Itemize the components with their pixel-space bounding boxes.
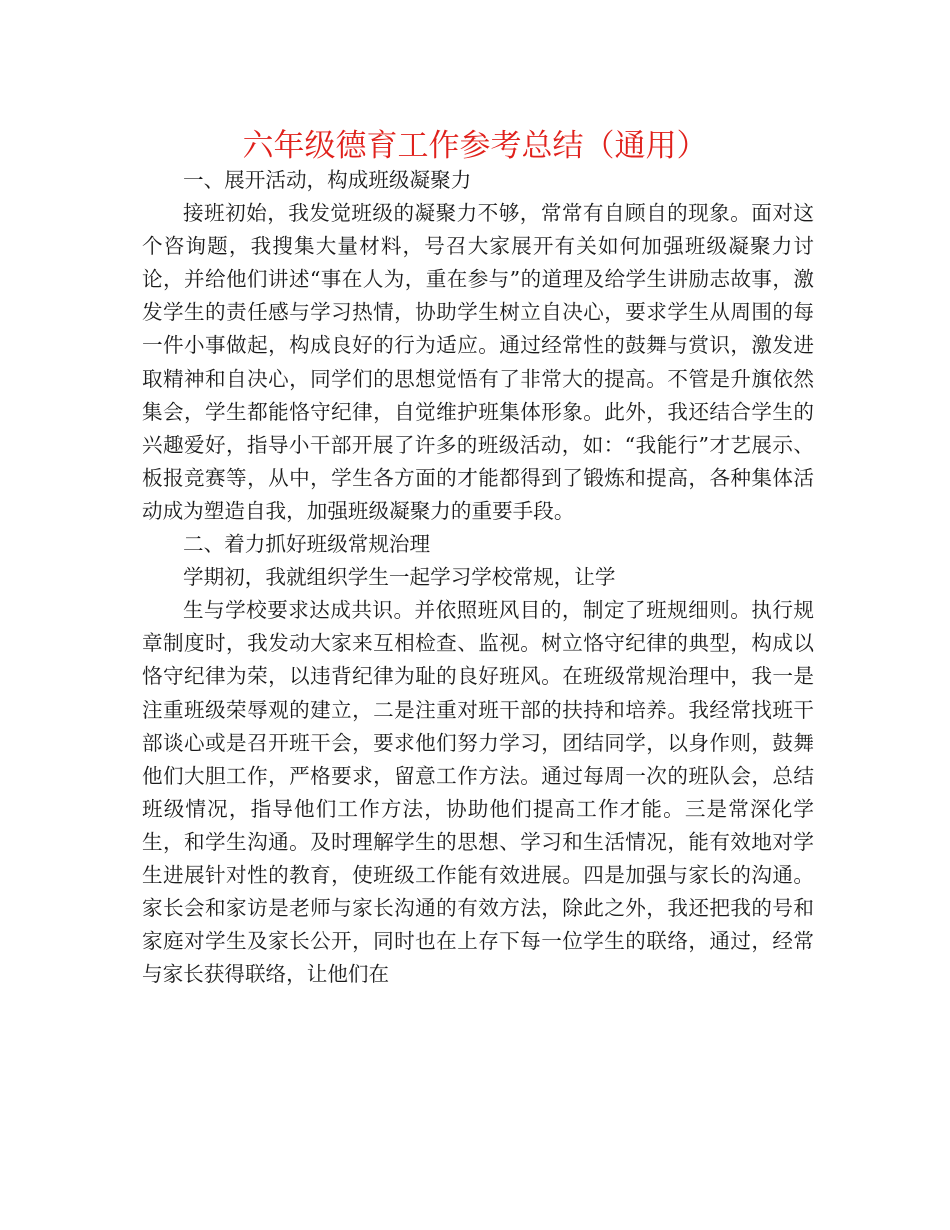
section-heading-1: 一、展开活动，构成班级凝聚力	[183, 168, 472, 192]
section-paragraph-1: 接班初始，我发觉班级的凝聚力不够，常常有自顾自的现象。面对这个咨询题，我搜集大量材料，号召大家展开有关如何加强班级凝聚力讨论，并给他们讲述“事在人为，重在参与”的道理及给学生讲励志故事，激发学生的责任感与学习热情，协助学生树立自决心，要求学生从周围的每一件小事做起，构成良好的行为适应。通过经常性的鼓舞与赏识，激发进取精神和自决心，同学们的思想觉悟有了非常大的提高。不管是升旗依然集会，学生都能恪守纪律，自觉维护班集体形象。此外，我还结合学生的兴趣爱好，指导小干部开展了许多的班级活动，如：“我能行”才艺展示、板报竞赛等，从中，学生各方面的才能都得到了锻炼和提高，各种集体活动成为塑造自我，加强班级凝聚力的重要手段。	[142, 201, 814, 523]
document-title: 六年级德育工作参考总结（通用）	[242, 128, 708, 164]
section-2-first-line: 学期初，我就组织学生一起学习学校常规，让学	[183, 565, 616, 590]
section-heading-2: 二、着力抓好班级常规治理	[183, 532, 431, 557]
section-paragraph-2: 生与学校要求达成共识。并依照班风目的，制定了班规细则。执行规章制度时，我发动大家来互相检查、监视。树立恪守纪律的典型，构成以恪守纪律为荣，以违背纪律为耻的良好班风。在班级常规治理中，我一是注重班级荣辱观的建立，二是注重对班干部的扶持和培养。我经常找班干部谈心或是召开班干会，要求他们努力学习，团结同学，以身作则，鼓舞他们大胆工作，严格要求，留意工作方法。通过每周一次的班队会，总结班级情况，指导他们工作方法，协助他们提高工作才能。三是常深化学生，和学生沟通。及时理解学生的思想、学习和生活情况，能有效地对学生进展针对性的教育，使班级工作能有效进展。四是加强与家长的沟通。家长会和家访是老师与家长沟通的有效方法，除此之外，我还把我的号和家庭对学生及家长公开，同时也在上存下每一位学生的联络，通过，经常与家长获得联络，让他们在	[142, 598, 814, 987]
document-body	[142, 164, 814, 991]
